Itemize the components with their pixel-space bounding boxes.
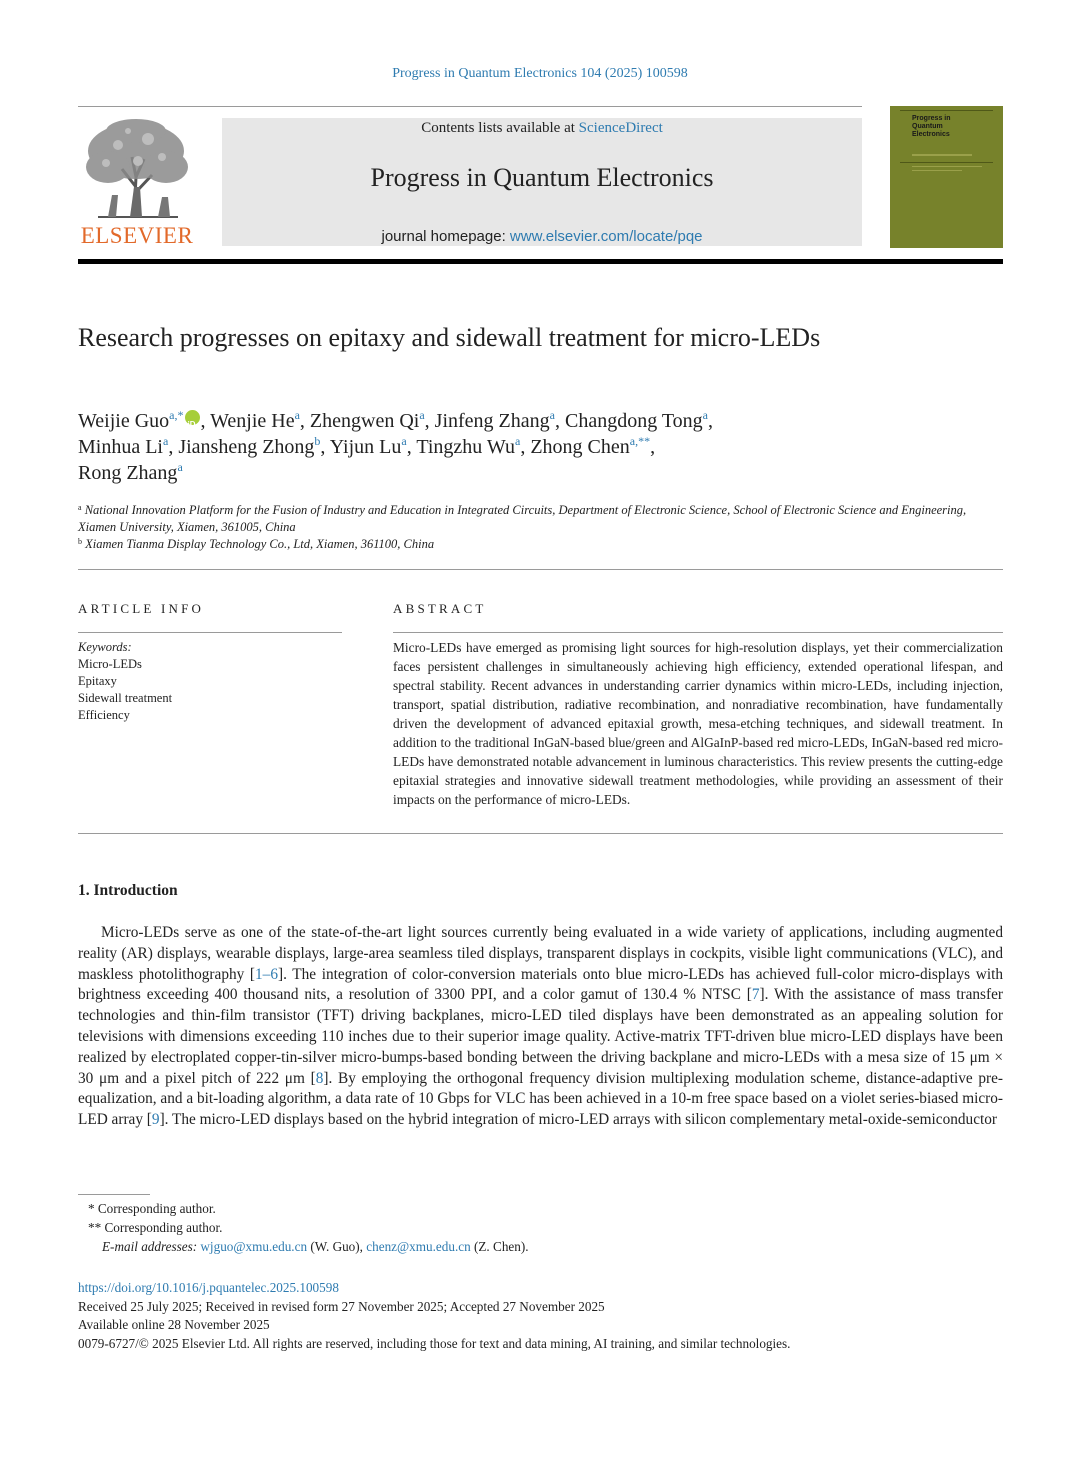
author-affil-sup[interactable]: a (515, 434, 521, 448)
section-rule (78, 569, 1003, 570)
article-info-heading: ARTICLE INFO (78, 601, 205, 616)
author-name[interactable]: Jiansheng Zhong (178, 436, 315, 458)
author-name[interactable]: Zhong Chen (530, 436, 630, 458)
citation-link[interactable]: 9 (151, 1111, 160, 1129)
keyword-item: Sidewall treatment (78, 691, 173, 705)
abstract-rule (393, 632, 1003, 633)
cover-text-line (912, 166, 982, 167)
tree-logo-icon (78, 117, 196, 221)
corresponding-author-note: * Corresponding author. (88, 1201, 216, 1216)
author-affil-sup[interactable]: a (702, 408, 708, 422)
author-name[interactable]: Yijun Lu (329, 436, 402, 458)
affiliations (78, 502, 1003, 553)
journal-banner (222, 118, 862, 246)
article-info-rule (78, 632, 342, 633)
affiliation-sup: b (78, 537, 82, 546)
author-name[interactable]: Zhengwen Qi (309, 410, 420, 432)
introduction-paragraph (78, 923, 1003, 1131)
intro-text: ]. The micro-LED displays based on the hybrid integration of micro-LED arrays with silicon complementary metal-oxide-semiconductor (159, 1111, 997, 1129)
abstract-bottom-rule (78, 833, 1003, 834)
author-list: Weijie Guo$^{a,*}$iD , Wenjie He$^a$, Zhengwen Qi$^a$, Jinfeng Zhang$^a$, Changdong Tong$^a$, Minhua Li$^a$, Jiansheng Zhong$^b$, Yijun Lu$^a$, Tingzhu Wu$^a$, Zhong Chen$^{a,**}$, Rong Zhang$^a$ (78, 408, 1003, 486)
citation-link[interactable]: 7 (751, 986, 760, 1004)
cover-rule (900, 110, 993, 111)
footnote-rule (78, 1194, 150, 1195)
contents-prefix: Contents lists available at (421, 120, 579, 136)
keyword-item: Efficiency (78, 708, 130, 722)
email-link[interactable]: chenz@xmu.edu.cn (366, 1239, 471, 1254)
author-affil-sup[interactable]: a (401, 434, 407, 448)
doi-link[interactable]: https://doi.org/10.1016/j.pquantelec.2025.100598 (78, 1280, 339, 1295)
contents-line (222, 120, 862, 137)
cover-title-line: Quantum (912, 123, 943, 130)
abstract-heading: ABSTRACT (393, 601, 487, 616)
affiliation-sup: a (78, 503, 82, 512)
article-title: Research progresses on epitaxy and sidewall treatment for micro-LEDs (78, 323, 821, 352)
email-label: E-mail addresses: (102, 1239, 198, 1254)
section-heading-introduction: 1. Introduction (78, 882, 178, 899)
cover-text-line (912, 170, 962, 171)
available-online: Available online 28 November 2025 (78, 1317, 270, 1332)
affiliation-a (78, 502, 1003, 536)
corresponding-author-note: ** Corresponding author. (88, 1220, 223, 1235)
author-affil-sup[interactable]: a (163, 434, 169, 448)
intro-text: ]. With the assistance of mass transfer technologies and thin-film transistor (TFT) driving backplanes, micro-LED tiled displays have been demonstrated as an appealing solution for televisions with dimensions exceeding 110 inches due to their superior image quality. Active-matrix TFT-driven blue micro-LED displays have been realized by electroplated copper-tin-silver micro-bumps-based bonding between the driving backplane and micro-LEDs with a mesa size of 15 μm × 30 μm and a pixel pitch of 222 μm [ (78, 986, 1003, 1087)
intro-text: ]. By employing the orthogonal frequency division multiplexing modulation scheme, distance-adaptive pre-equalization, and a bit-loading algorithm, a data rate of 10 Gbps for VLC has been achieved in a 10-m free space based on a violet series-biased micro-LED array [ (78, 1069, 1003, 1129)
journal-cover-thumbnail[interactable] (890, 106, 1003, 248)
abstract-text: Micro-LEDs have emerged as promising light sources for high-resolution displays, yet their commercialization faces persistent challenges in simultaneously achieving high efficiency, extended operational lifespan, and spectral stability. Recent advances in understanding carrier dynamics within micro-LEDs, including injection, transport, spatial distribution, radiative recombination, and nonradiative recombination, have fundamentally driven the development of advanced epitaxial growth, mesa-etching techniques, and sidewall treatment. In addition to the traditional InGaN-based blue/green and AlGaInP-based red micro-LEDs, InGaN-based red micro-LEDs have demonstrated notable advancement in luminous characteristics. This review presents the cutting-edge epitaxial strategies and innovative sidewall treatment methodologies, while providing an assessment of their impacts on the performance of micro-LEDs. (393, 640, 1003, 807)
author-name[interactable]: Weijie Guo (78, 410, 170, 432)
cover-rule (900, 162, 993, 163)
elsevier-wordmark: ELSEVIER (80, 223, 194, 248)
author-affil-sup[interactable]: a (549, 408, 555, 422)
author-name[interactable]: Tingzhu Wu (416, 436, 515, 458)
copyright-line: 0079-6727/© 2025 Elsevier Ltd. All rights are reserved, including those for text and data mining, AI training, and similar technologies. (78, 1335, 791, 1351)
cover-title (912, 115, 951, 139)
author-affil-sup[interactable]: b (314, 434, 321, 448)
keyword-item: Epitaxy (78, 674, 117, 688)
cover-subtitle-bar (912, 154, 972, 156)
email-link[interactable]: wjguo@xmu.edu.cn (200, 1239, 308, 1254)
author-affil-sup[interactable]: a,* (169, 408, 184, 422)
journal-title[interactable]: Progress in Quantum Electronics (370, 163, 714, 192)
cover-title-line: Electronics (912, 131, 950, 138)
keywords-label: Keywords: (78, 640, 132, 654)
email-line (78, 1237, 1003, 1256)
email-owner: (Z. Chen). (470, 1239, 529, 1254)
author-name[interactable]: Minhua Li (78, 436, 163, 458)
email-owner: (W. Guo), (307, 1239, 367, 1254)
author-affil-sup[interactable]: a (419, 408, 425, 422)
homepage-prefix: journal homepage: (381, 228, 510, 245)
author-name[interactable]: Jinfeng Zhang (434, 410, 550, 432)
affiliation-text: National Innovation Platform for the Fusion of Industry and Education in Integrated Circuits, Department of Electronic Science, School of Electronic Science and Engineering, Xiamen University, Xiamen, 361005, China (78, 503, 967, 534)
affiliation-text: Xiamen Tianma Display Technology Co., Ltd, Xiamen, 361100, China (85, 537, 435, 551)
masthead-rule (78, 259, 1003, 264)
footnotes (78, 1199, 1003, 1256)
orcid-icon[interactable] (185, 410, 200, 425)
author-affil-sup[interactable]: a,** (629, 434, 651, 448)
author-affil-sup[interactable]: a (294, 408, 300, 422)
homepage-line (222, 228, 862, 245)
keyword-item: Micro-LEDs (78, 657, 142, 671)
running-head[interactable]: Progress in Quantum Electronics 104 (2025) 100598 (392, 66, 688, 81)
cover-title-line: Progress in (912, 115, 951, 122)
publication-info (78, 1279, 1003, 1353)
homepage-link[interactable]: www.elsevier.com/locate/pqe (509, 228, 703, 245)
received-dates: Received 25 July 2025; Received in revised form 27 November 2025; Accepted 27 November 2025 (78, 1298, 605, 1314)
author-name[interactable]: Wenjie He (210, 410, 295, 432)
sciencedirect-link[interactable]: ScienceDirect (578, 120, 663, 136)
header-rule (78, 106, 862, 107)
author-affil-sup[interactable]: a (177, 460, 183, 474)
intro-text: Micro-LEDs serve as one of the state-of-the-art light sources currently being evaluated in a wide variety of applications, including augmented reality (AR) displays, wearable displays, large-area seamless tiled displays, transparent displays in cockpits, visible light communications (VLC), and maskless photolithography [ (78, 924, 1003, 983)
elsevier-logo[interactable] (78, 117, 196, 249)
affiliation-b (78, 536, 1003, 553)
citation-link[interactable]: 1–6 (255, 965, 278, 983)
citation-link[interactable]: 8 (315, 1069, 324, 1087)
keywords-block (78, 639, 338, 724)
author-name[interactable]: Changdong Tong (564, 410, 703, 432)
author-name[interactable]: Rong Zhang (78, 462, 178, 484)
intro-text: ]. The integration of color-conversion materials onto blue micro-LEDs has achieved full-color micro-displays with brightness exceeding 400 thousand nits, a resolution of 3300 PPI, and a color gamut of 130.4 % NTSC [ (78, 965, 1003, 1004)
